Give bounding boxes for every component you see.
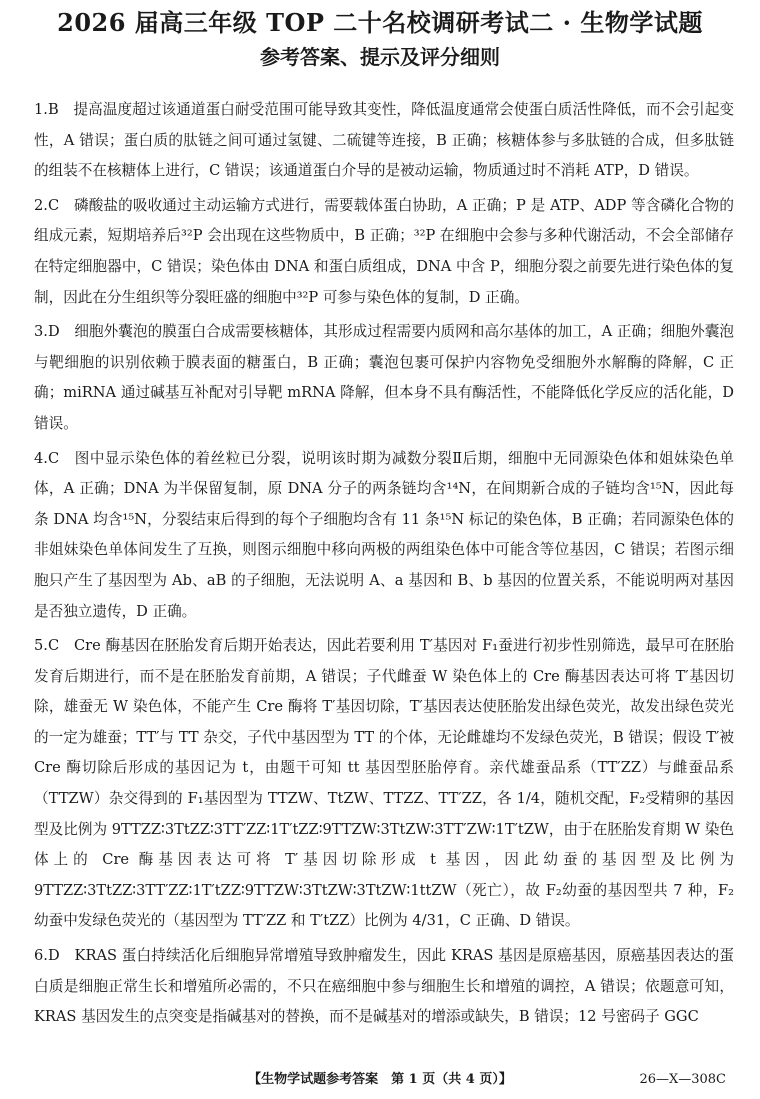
answer-list [34, 95, 734, 1037]
answer-letter: C [47, 196, 60, 214]
page-subtitle: 参考答案、提示及评分细则 [260, 45, 500, 69]
answer-explanation: KRAS 蛋白持续活化后细胞异常增殖导致肿瘤发生，因此 KRAS 基因是原癌基因，原癌基因表达的蛋白质是细胞正常生长和增殖所必需的，不只在癌细胞中参与细胞生长和增殖的调控，A 错误；依题意可知，KRAS 基因发生的点突变是指碱基对的替换，而不是碱基对的增添或缺失，B 错误；12 号密码子 GGC [34, 947, 734, 1026]
page-title: 2026 届高三年级 TOP 二十名校调研考试二 · 生物学试题 [57, 8, 703, 37]
page-footer [0, 1068, 760, 1092]
answer-letter: C [47, 449, 60, 467]
answer-letter: B [47, 101, 59, 118]
answer-number: 5. [34, 637, 48, 655]
answer-number: 1. [34, 101, 48, 118]
answer-item-4 [34, 444, 734, 628]
answer-explanation: 提高温度超过该通道蛋白耐受范围可能导致其变性，降低温度通常会使蛋白质活性降低，而不会引起变性，A 错误；蛋白质的肽链之间可通过氢键、二硫键等连接，B 正确；核糖体参与多肽链的合成，但多肽链的组装不在核糖体上进行，C 错误；该通道蛋白介导的是被动运输，物质通过时不消耗 ATP，D 错误。 [34, 101, 734, 180]
answer-number: 3. [34, 323, 48, 341]
answer-item-6 [34, 941, 734, 1033]
answer-number: 6. [34, 947, 48, 965]
answer-explanation: 磷酸盐的吸收通过主动运输方式进行，需要载体蛋白协助，A 正确；P 是 ATP、ADP 等含磷化合物的组成元素，短期培养后³²P 会出现在这些物质中，B 正确；³²P 在细胞中会参与多种代谢活动，不会全部储存在特定细胞器中，C 错误；染色体由 DNA 和蛋白质组成，DNA 中含 P，细胞分裂之前要先进行染色体的复制，因此在分生组织等分裂旺盛的细胞中³²P 可参与染色体的复制，D 正确。 [34, 196, 734, 306]
answer-item-5 [34, 631, 734, 937]
answer-item-1 [34, 95, 734, 187]
answer-letter: D [47, 947, 60, 965]
answer-item-3 [34, 317, 734, 439]
footer-page-info: 【生物学试题参考答案 第 1 页（共 4 页）】 [248, 1072, 512, 1087]
answer-number: 2. [34, 196, 48, 214]
footer-doc-code: 26—X—308C [639, 1072, 726, 1087]
answer-letter: C [47, 637, 60, 655]
answer-explanation: 图中显示染色体的着丝粒已分裂，说明该时期为减数分裂Ⅱ后期，细胞中无同源染色体和姐妹染色单体，A 正确；DNA 为半保留复制，原 DNA 分子的两条链均含¹⁴N，在间期新合成的子链均含¹⁵N，因此每条 DNA 均含¹⁵N，分裂结束后得到的每个子细胞均含有 11 条¹⁵N 标记的染色体，B 正确；若同源染色体的非姐妹染色单体间发生了互换，则图示细胞中移向两极的两组染色体中可能含等位基因，C 错误；若图示细胞只产生了基因型为 Ab、aB 的子细胞，无法说明 A、a 基因和 B、b 基因的位置关系，不能说明两对基因是否独立遗传，D 正确。 [34, 449, 734, 620]
answer-explanation: 细胞外囊泡的膜蛋白合成需要核糖体，其形成过程需要内质网和高尔基体的加工，A 正确；细胞外囊泡与靶细胞的识别依赖于膜表面的糖蛋白，B 正确；囊泡包裹可保护内容物免受细胞外水解酶的降解，C 正确；miRNA 通过碱基互补配对引导靶 mRNA 降解，但本身不具有酶活性，不能降低化学反应的活化能，D 错误。 [34, 323, 734, 432]
answer-item-2 [34, 191, 734, 313]
answer-letter: D [47, 323, 60, 341]
answer-number: 4. [34, 449, 48, 467]
answer-explanation: Cre 酶基因在胚胎发育后期开始表达，因此若要利用 T′基因对 F₁蚕进行初步性别筛选，最早可在胚胎发育后期进行，而不是在胚胎发育前期，A 错误；子代雌蚕 W 染色体上的 Cre 酶基因表达可将 T′基因切除，雄蚕无 W 染色体，不能产生 Cre 酶将 T′基因切除，T′基因表达使胚胎发出绿色荧光，故发出绿色荧光的一定为雄蚕；TT′与 TT 杂交，子代中基因型为 TT 的个体，无论雌雄均不发绿色荧光，B 错误；假设 T′被 Cre 酶切除后形成的基因记为 t，由题干可知 tt 基因型胚胎停育。亲代雄蚕品系（TT′ZZ）与雌蚕品系（TTZW）杂交得到的 F₁基因型为 TTZW、TtZW、TTZZ、TT′ZZ，各 1/4，随机交配，F₂受精卵的基因型及比例为 9TTZZ∶3TtZZ∶3TT′ZZ∶1T′tZZ∶9TTZW∶3TtZW∶3TT′ZW∶1T′tZW，由于在胚胎发育期 W 染色体上的 Cre 酶基因表达可将 T′基因切除形成 t 基因，因此幼蚕的基因型及比例为 9TTZZ∶3TtZZ∶3TT′ZZ∶1T′tZZ∶9TTZW∶3TtZW∶3TtZW∶1ttZW（死亡），故 F₂幼蚕的基因型共 7 种，F₂幼蚕中发绿色荧光的（基因型为 TT′ZZ 和 T′tZZ）比例为 4/31，C 正确、D 错误。 [34, 637, 734, 930]
